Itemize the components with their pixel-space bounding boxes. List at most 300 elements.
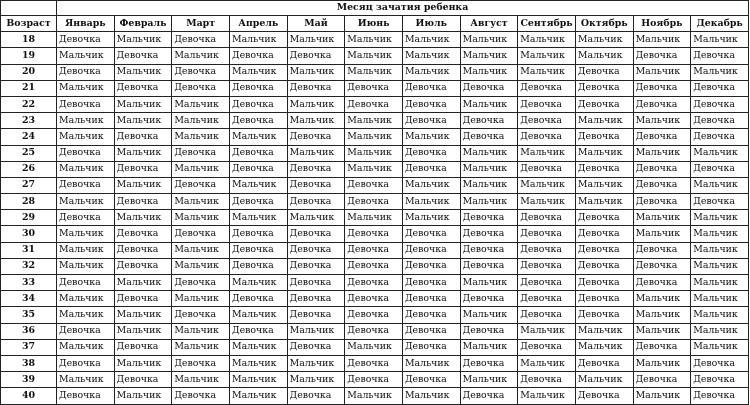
gender-cell: Мальчик [460,372,518,388]
gender-cell: Мальчик [57,372,115,388]
gender-cell: Мальчик [575,145,633,161]
table-row [1,32,749,48]
age-cell: 32 [1,258,57,274]
gender-cell: Мальчик [172,242,230,258]
gender-cell: Девочка [691,388,749,404]
gender-cell: Девочка [345,258,403,274]
gender-cell: Девочка [114,48,172,64]
gender-cell: Мальчик [633,32,691,48]
gender-cell: Мальчик [518,64,576,80]
gender-cell: Девочка [172,80,230,96]
gender-cell: Мальчик [114,307,172,323]
gender-cell: Мальчик [518,388,576,404]
gender-cell: Мальчик [172,339,230,355]
gender-cell: Девочка [575,226,633,242]
gender-cell: Девочка [345,80,403,96]
gender-cell: Девочка [402,258,460,274]
month-header: Ноябрь [633,16,691,32]
age-cell: 21 [1,80,57,96]
gender-cell: Мальчик [402,210,460,226]
gender-cell: Мальчик [345,48,403,64]
gender-cell: Мальчик [172,323,230,339]
gender-cell: Девочка [575,275,633,291]
gender-cell: Мальчик [57,48,115,64]
gender-cell: Мальчик [345,32,403,48]
gender-cell: Девочка [229,161,287,177]
gender-cell: Девочка [287,194,345,210]
gender-cell: Мальчик [172,210,230,226]
gender-cell: Девочка [345,177,403,193]
gender-cell: Девочка [575,96,633,112]
gender-cell: Мальчик [345,339,403,355]
gender-cell: Мальчик [518,32,576,48]
gender-cell: Девочка [518,339,576,355]
gender-cell: Девочка [114,242,172,258]
age-cell: 39 [1,372,57,388]
gender-cell: Девочка [402,161,460,177]
month-header: Апрель [229,16,287,32]
gender-cell: Девочка [633,258,691,274]
gender-cell: Девочка [345,307,403,323]
gender-cell: Девочка [575,242,633,258]
gender-cell: Девочка [345,355,403,371]
gender-cell: Девочка [114,129,172,145]
gender-cell: Девочка [287,80,345,96]
gender-cell: Мальчик [345,113,403,129]
gender-cell: Девочка [402,226,460,242]
table-row [1,226,749,242]
age-cell: 22 [1,96,57,112]
table-row [1,80,749,96]
gender-cell: Девочка [633,161,691,177]
gender-cell: Мальчик [287,355,345,371]
gender-cell: Мальчик [287,96,345,112]
month-header: Август [460,16,518,32]
gender-cell: Девочка [287,291,345,307]
age-cell: 18 [1,32,57,48]
gender-cell: Мальчик [287,210,345,226]
gender-cell: Мальчик [114,388,172,404]
gender-cell: Девочка [229,226,287,242]
gender-cell: Девочка [172,64,230,80]
age-cell: 37 [1,339,57,355]
gender-cell: Мальчик [229,129,287,145]
gender-cell: Девочка [460,113,518,129]
gender-cell: Девочка [518,372,576,388]
gender-cell: Девочка [460,388,518,404]
gender-cell: Девочка [172,388,230,404]
gender-cell: Девочка [114,226,172,242]
gender-cell: Мальчик [114,323,172,339]
gender-cell: Девочка [518,96,576,112]
gender-cell: Девочка [172,226,230,242]
gender-cell: Девочка [691,372,749,388]
table-row [1,129,749,145]
corner-cell [1,1,57,16]
gender-cell: Мальчик [172,372,230,388]
gender-cell: Девочка [575,129,633,145]
month-header: Июль [402,16,460,32]
gender-cell: Мальчик [402,177,460,193]
gender-cell: Девочка [57,145,115,161]
gender-cell: Мальчик [518,194,576,210]
gender-cell: Девочка [402,372,460,388]
gender-cell: Девочка [633,339,691,355]
month-header: Октябрь [575,16,633,32]
gender-cell: Девочка [287,129,345,145]
gender-cell: Девочка [518,291,576,307]
gender-cell: Девочка [402,145,460,161]
gender-cell: Девочка [57,32,115,48]
gender-cell: Мальчик [691,242,749,258]
gender-cell: Мальчик [114,32,172,48]
table-row [1,388,749,404]
gender-cell: Девочка [691,194,749,210]
gender-cell: Девочка [402,275,460,291]
gender-cell: Девочка [691,161,749,177]
age-cell: 29 [1,210,57,226]
gender-cell: Девочка [575,291,633,307]
gender-cell: Девочка [633,372,691,388]
gender-cell: Девочка [287,307,345,323]
gender-cell: Мальчик [575,177,633,193]
gender-cell: Мальчик [229,177,287,193]
gender-cell: Мальчик [229,32,287,48]
gender-cell: Девочка [172,32,230,48]
gender-cell: Девочка [460,210,518,226]
gender-cell: Девочка [518,307,576,323]
gender-cell: Девочка [518,258,576,274]
gender-cell: Девочка [345,275,403,291]
age-cell: 23 [1,113,57,129]
age-cell: 34 [1,291,57,307]
gender-cell: Девочка [287,275,345,291]
gender-cell: Мальчик [460,307,518,323]
gender-cell: Девочка [460,355,518,371]
gender-cell: Девочка [229,291,287,307]
gender-cell: Девочка [575,258,633,274]
gender-cell: Мальчик [287,372,345,388]
gender-cell: Мальчик [518,177,576,193]
gender-cell: Мальчик [229,307,287,323]
table-row [1,275,749,291]
gender-cell: Мальчик [172,258,230,274]
gender-cell: Мальчик [172,194,230,210]
gender-cell: Девочка [57,388,115,404]
gender-cell: Мальчик [633,64,691,80]
gender-cell: Девочка [402,291,460,307]
gender-cell: Девочка [345,226,403,242]
age-cell: 36 [1,323,57,339]
gender-cell: Мальчик [172,291,230,307]
table-row [1,64,749,80]
gender-cell: Мальчик [402,194,460,210]
gender-cell: Девочка [114,339,172,355]
gender-cell: Мальчик [575,113,633,129]
gender-cell: Девочка [172,145,230,161]
gender-cell: Девочка [229,194,287,210]
gender-cell: Мальчик [402,48,460,64]
age-cell: 40 [1,388,57,404]
gender-cell: Девочка [229,80,287,96]
gender-cell: Девочка [229,323,287,339]
gender-cell: Мальчик [691,258,749,274]
table-row [1,194,749,210]
gender-cell: Мальчик [460,48,518,64]
gender-cell: Мальчик [691,307,749,323]
gender-cell: Мальчик [345,161,403,177]
gender-cell: Мальчик [460,275,518,291]
gender-cell: Девочка [633,177,691,193]
table-row [1,145,749,161]
gender-cell: Мальчик [691,226,749,242]
month-header: Май [287,16,345,32]
gender-cell: Девочка [229,258,287,274]
gender-cell: Мальчик [345,129,403,145]
gender-cell: Девочка [460,226,518,242]
gender-cell: Мальчик [575,32,633,48]
gender-cell: Мальчик [460,194,518,210]
gender-cell: Мальчик [575,339,633,355]
gender-cell: Мальчик [402,355,460,371]
gender-cell: Мальчик [460,161,518,177]
gender-cell: Мальчик [691,323,749,339]
gender-cell: Девочка [460,291,518,307]
gender-cell: Мальчик [114,113,172,129]
gender-cell: Мальчик [402,64,460,80]
gender-cell: Девочка [229,48,287,64]
gender-cell: Девочка [57,96,115,112]
gender-cell: Мальчик [691,145,749,161]
gender-cell: Мальчик [633,210,691,226]
age-cell: 31 [1,242,57,258]
gender-cell: Девочка [691,80,749,96]
table-row [1,161,749,177]
gender-cell: Девочка [518,275,576,291]
gender-cell: Девочка [345,242,403,258]
gender-cell: Девочка [229,242,287,258]
gender-cell: Мальчик [633,113,691,129]
gender-cell: Девочка [460,242,518,258]
gender-cell: Девочка [345,372,403,388]
gender-cell: Мальчик [518,145,576,161]
table-row [1,307,749,323]
age-cell: 19 [1,48,57,64]
gender-cell: Мальчик [518,355,576,371]
gender-cell: Мальчик [691,64,749,80]
gender-cell: Мальчик [691,210,749,226]
gender-cell: Мальчик [345,145,403,161]
gender-cell: Девочка [172,355,230,371]
gender-cell: Девочка [402,80,460,96]
table-row [1,339,749,355]
gender-cell: Девочка [633,129,691,145]
gender-cell: Мальчик [633,291,691,307]
table-row [1,177,749,193]
gender-cell: Мальчик [691,32,749,48]
gender-cell: Девочка [57,64,115,80]
gender-cell: Мальчик [633,307,691,323]
gender-cell: Девочка [460,129,518,145]
table-row [1,355,749,371]
gender-cell: Девочка [575,307,633,323]
gender-cell: Мальчик [460,177,518,193]
table-row [1,242,749,258]
gender-cell: Девочка [172,275,230,291]
gender-cell: Девочка [287,242,345,258]
gender-cell: Девочка [229,113,287,129]
gender-cell: Мальчик [575,48,633,64]
gender-cell: Мальчик [114,355,172,371]
gender-cell: Девочка [287,161,345,177]
age-cell: 24 [1,129,57,145]
gender-cell: Девочка [287,339,345,355]
gender-cell: Девочка [287,48,345,64]
table-row [1,48,749,64]
table-row [1,372,749,388]
gender-cell: Девочка [691,96,749,112]
gender-cell: Девочка [518,242,576,258]
gender-cell: Девочка [575,80,633,96]
gender-cell: Мальчик [57,258,115,274]
gender-cell: Девочка [460,80,518,96]
gender-cell: Мальчик [172,161,230,177]
gender-cell: Мальчик [172,96,230,112]
table-row [1,113,749,129]
gender-cell: Мальчик [402,129,460,145]
gender-cell: Девочка [518,129,576,145]
gender-cell: Девочка [402,323,460,339]
gender-cell: Девочка [229,145,287,161]
table-row [1,291,749,307]
gender-cell: Девочка [518,161,576,177]
gender-cell: Мальчик [229,372,287,388]
gender-cell: Девочка [402,339,460,355]
gender-cell: Мальчик [229,339,287,355]
gender-cell: Мальчик [633,226,691,242]
gender-cell: Девочка [575,355,633,371]
gender-cell: Девочка [691,48,749,64]
gender-cell: Мальчик [57,161,115,177]
age-cell: 30 [1,226,57,242]
gender-cell: Мальчик [691,177,749,193]
gender-cell: Девочка [691,113,749,129]
gender-cell: Мальчик [57,291,115,307]
gender-cell: Мальчик [57,307,115,323]
gender-cell: Девочка [114,258,172,274]
gender-cell: Девочка [57,210,115,226]
gender-cell: Девочка [287,226,345,242]
gender-cell: Девочка [402,307,460,323]
gender-cell: Девочка [287,177,345,193]
gender-cell: Девочка [114,194,172,210]
gender-cell: Девочка [402,242,460,258]
gender-cell: Мальчик [57,339,115,355]
gender-cell: Девочка [575,64,633,80]
gender-cell: Мальчик [287,64,345,80]
age-cell: 33 [1,275,57,291]
gender-cell: Мальчик [575,194,633,210]
gender-cell: Мальчик [229,388,287,404]
gender-cell: Девочка [345,291,403,307]
gender-cell: Девочка [57,177,115,193]
gender-cell: Девочка [345,194,403,210]
month-header: Январь [57,16,115,32]
month-header: Декабрь [691,16,749,32]
gender-cell: Мальчик [114,145,172,161]
gender-cell: Девочка [691,129,749,145]
gender-cell: Мальчик [229,210,287,226]
gender-cell: Девочка [518,113,576,129]
gender-cell: Мальчик [287,113,345,129]
gender-cell: Мальчик [575,323,633,339]
title-row [1,1,749,16]
gender-cell: Мальчик [402,32,460,48]
gender-cell: Мальчик [114,210,172,226]
gender-cell: Мальчик [172,129,230,145]
gender-cell: Девочка [287,388,345,404]
gender-cell: Мальчик [518,48,576,64]
gender-cell: Мальчик [691,291,749,307]
gender-cell: Девочка [518,226,576,242]
gender-cell: Девочка [633,194,691,210]
gender-cell: Девочка [57,355,115,371]
month-header: Сентябрь [518,16,576,32]
gender-cell: Мальчик [57,242,115,258]
gender-cell: Девочка [402,113,460,129]
gender-cell: Девочка [57,275,115,291]
gender-cell: Девочка [575,388,633,404]
gender-cell: Девочка [345,323,403,339]
gender-cell: Мальчик [287,145,345,161]
gender-cell: Мальчик [402,388,460,404]
gender-cell: Мальчик [460,96,518,112]
gender-cell: Девочка [575,210,633,226]
table-title: Месяц зачатия ребенка [57,1,749,16]
gender-cell: Мальчик [633,355,691,371]
gender-cell: Мальчик [460,145,518,161]
gender-cell: Мальчик [518,323,576,339]
gender-cell: Мальчик [57,129,115,145]
gender-cell: Мальчик [114,64,172,80]
gender-cell: Девочка [229,96,287,112]
gender-cell: Мальчик [633,145,691,161]
gender-cell: Девочка [460,323,518,339]
month-header: Февраль [114,16,172,32]
gender-cell: Мальчик [287,323,345,339]
table-row [1,96,749,112]
gender-cell: Девочка [633,48,691,64]
gender-cell: Девочка [287,258,345,274]
gender-cell: Девочка [114,372,172,388]
gender-cell: Девочка [691,355,749,371]
gender-cell: Мальчик [460,32,518,48]
age-header: Возраст [1,16,57,32]
gender-cell: Мальчик [172,48,230,64]
age-cell: 38 [1,355,57,371]
gender-cell: Мальчик [691,339,749,355]
gender-cell: Девочка [633,242,691,258]
gender-cell: Мальчик [287,32,345,48]
gender-cell: Мальчик [633,323,691,339]
gender-cell: Девочка [172,307,230,323]
gender-cell: Мальчик [57,113,115,129]
table-body [1,32,749,404]
gender-cell: Мальчик [114,275,172,291]
gender-cell: Девочка [114,161,172,177]
gender-cell: Мальчик [114,96,172,112]
gender-cell: Девочка [518,210,576,226]
